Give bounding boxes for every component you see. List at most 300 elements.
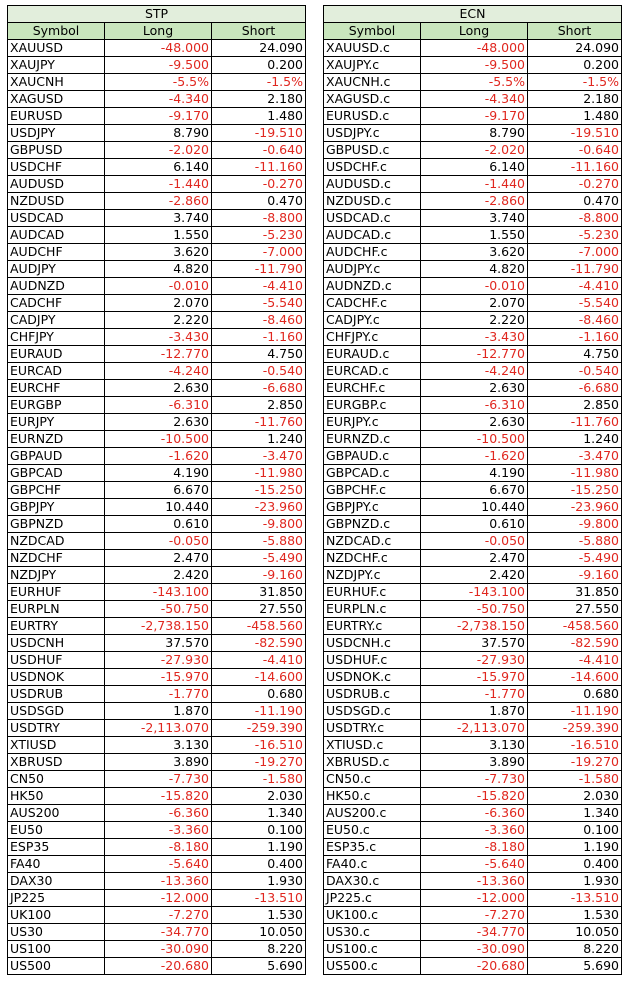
symbol-cell: CHFJPY	[8, 329, 105, 346]
short-swap-cell: 1.190	[212, 839, 306, 856]
symbol-cell: AUDCAD.c	[324, 227, 421, 244]
long-swap-cell: -9.500	[421, 57, 528, 74]
table-row	[8, 873, 306, 890]
long-swap-cell: -0.050	[105, 533, 212, 550]
symbol-cell: XAGUSD	[8, 91, 105, 108]
long-swap-cell: 2.070	[105, 295, 212, 312]
short-swap-cell: 5.690	[528, 958, 622, 975]
short-swap-cell: -9.160	[212, 567, 306, 584]
table-row	[324, 584, 622, 601]
long-swap-cell: 3.130	[421, 737, 528, 754]
table-row	[8, 754, 306, 771]
short-swap-cell: 1.480	[528, 108, 622, 125]
table-row	[8, 737, 306, 754]
table-row	[324, 176, 622, 193]
long-swap-cell: -9.170	[105, 108, 212, 125]
short-swap-cell: -458.560	[212, 618, 306, 635]
symbol-cell: UK100.c	[324, 907, 421, 924]
short-swap-cell: 1.930	[528, 873, 622, 890]
long-swap-cell: 4.190	[105, 465, 212, 482]
table-row	[8, 890, 306, 907]
long-swap-cell: -30.090	[421, 941, 528, 958]
table-row	[8, 482, 306, 499]
table-row	[8, 414, 306, 431]
long-swap-cell: -5.640	[421, 856, 528, 873]
table-row	[8, 227, 306, 244]
symbol-cell: US30	[8, 924, 105, 941]
long-swap-cell: -4.240	[105, 363, 212, 380]
long-swap-cell: 2.220	[421, 312, 528, 329]
table-row	[324, 958, 622, 975]
long-swap-cell: -7.270	[421, 907, 528, 924]
symbol-cell: ESP35	[8, 839, 105, 856]
table-row	[324, 686, 622, 703]
table-row	[8, 703, 306, 720]
short-swap-cell: 1.340	[528, 805, 622, 822]
long-swap-cell: 3.620	[421, 244, 528, 261]
table-row	[8, 295, 306, 312]
symbol-cell: AUDCAD	[8, 227, 105, 244]
long-swap-cell: 6.670	[105, 482, 212, 499]
long-swap-cell: 6.140	[421, 159, 528, 176]
short-swap-cell: 4.750	[212, 346, 306, 363]
table-row	[8, 618, 306, 635]
table-row	[8, 550, 306, 567]
symbol-cell: CADCHF	[8, 295, 105, 312]
long-swap-cell: 6.670	[421, 482, 528, 499]
symbol-cell: GBPUSD	[8, 142, 105, 159]
long-swap-cell: 4.190	[421, 465, 528, 482]
long-swap-cell: -9.500	[105, 57, 212, 74]
table-row	[324, 805, 622, 822]
short-swap-cell: -16.510	[528, 737, 622, 754]
table-row	[324, 516, 622, 533]
long-swap-cell: -9.170	[421, 108, 528, 125]
table-row	[8, 261, 306, 278]
table-row	[8, 176, 306, 193]
long-swap-cell: -2.020	[105, 142, 212, 159]
symbol-cell: EU50.c	[324, 822, 421, 839]
symbol-cell: CADJPY	[8, 312, 105, 329]
long-swap-cell: 2.420	[105, 567, 212, 584]
short-swap-cell: -3.470	[528, 448, 622, 465]
table-row	[8, 499, 306, 516]
symbol-cell: GBPCAD.c	[324, 465, 421, 482]
symbol-cell: USDSGD	[8, 703, 105, 720]
symbol-cell: AUS200	[8, 805, 105, 822]
symbol-cell: USDHUF	[8, 652, 105, 669]
table-row	[8, 822, 306, 839]
table-row	[324, 295, 622, 312]
short-swap-cell: 8.220	[528, 941, 622, 958]
symbol-cell: EU50	[8, 822, 105, 839]
short-swap-cell: -11.190	[212, 703, 306, 720]
long-swap-cell: -7.270	[105, 907, 212, 924]
symbol-cell: EURAUD	[8, 346, 105, 363]
table-row	[324, 278, 622, 295]
symbol-cell: US500	[8, 958, 105, 975]
table-row	[324, 465, 622, 482]
table-row	[324, 159, 622, 176]
long-swap-cell: 3.620	[105, 244, 212, 261]
long-swap-cell: 4.820	[105, 261, 212, 278]
table-row	[8, 805, 306, 822]
long-swap-cell: 3.130	[105, 737, 212, 754]
symbol-cell: EURGBP	[8, 397, 105, 414]
table-row	[8, 567, 306, 584]
short-swap-cell: 0.680	[528, 686, 622, 703]
symbol-cell: FA40.c	[324, 856, 421, 873]
long-swap-cell: -0.050	[421, 533, 528, 550]
table-row	[8, 193, 306, 210]
long-swap-cell: -1.770	[105, 686, 212, 703]
table-row	[324, 397, 622, 414]
short-swap-cell: -5.540	[528, 295, 622, 312]
table-row	[8, 669, 306, 686]
symbol-cell: AUDUSD	[8, 176, 105, 193]
long-swap-cell: -1.440	[105, 176, 212, 193]
table-row	[324, 414, 622, 431]
short-swap-cell: -5.880	[212, 533, 306, 550]
table-row	[8, 856, 306, 873]
symbol-cell: XTIUSD	[8, 737, 105, 754]
long-swap-cell: -143.100	[105, 584, 212, 601]
table-row	[8, 57, 306, 74]
symbol-cell: USDTRY.c	[324, 720, 421, 737]
table-row	[324, 210, 622, 227]
symbol-cell: GBPJPY.c	[324, 499, 421, 516]
symbol-cell: XBRUSD.c	[324, 754, 421, 771]
symbol-cell: GBPAUD	[8, 448, 105, 465]
ecn-swap-table	[323, 5, 622, 975]
ecn-table-title: ECN	[324, 6, 622, 23]
symbol-cell: HK50.c	[324, 788, 421, 805]
symbol-cell: USDCHF.c	[324, 159, 421, 176]
table-row	[324, 822, 622, 839]
short-swap-cell: -19.270	[212, 754, 306, 771]
symbol-cell: HK50	[8, 788, 105, 805]
table-row	[324, 873, 622, 890]
short-swap-cell: -8.800	[528, 210, 622, 227]
short-swap-cell: -13.510	[528, 890, 622, 907]
symbol-cell: XAUUSD.c	[324, 40, 421, 57]
symbol-cell: EURCAD.c	[324, 363, 421, 380]
short-swap-cell: 0.200	[212, 57, 306, 74]
long-swap-cell: -3.360	[421, 822, 528, 839]
table-row	[324, 193, 622, 210]
table-row	[8, 397, 306, 414]
symbol-cell: EURGBP.c	[324, 397, 421, 414]
symbol-cell: XAUUSD	[8, 40, 105, 57]
short-swap-cell: -5.490	[212, 550, 306, 567]
long-swap-cell: -7.730	[421, 771, 528, 788]
long-swap-cell: -5.5%	[421, 74, 528, 91]
symbol-cell: XAUCNH	[8, 74, 105, 91]
long-swap-cell: -1.620	[105, 448, 212, 465]
long-swap-cell: 8.790	[105, 125, 212, 142]
table-row	[8, 108, 306, 125]
long-swap-cell: -0.010	[421, 278, 528, 295]
table-row	[324, 74, 622, 91]
symbol-cell: JP225	[8, 890, 105, 907]
long-swap-cell: -143.100	[421, 584, 528, 601]
table-row	[8, 312, 306, 329]
table-row	[8, 363, 306, 380]
symbol-cell: EURUSD.c	[324, 108, 421, 125]
short-swap-cell: -11.760	[212, 414, 306, 431]
short-swap-cell: 31.850	[528, 584, 622, 601]
symbol-cell: EURNZD	[8, 431, 105, 448]
short-swap-cell: 2.180	[528, 91, 622, 108]
long-swap-cell: -2,113.070	[105, 720, 212, 737]
short-swap-cell: -6.680	[212, 380, 306, 397]
long-swap-cell: 8.790	[421, 125, 528, 142]
symbol-cell: FA40	[8, 856, 105, 873]
long-swap-cell: 1.550	[421, 227, 528, 244]
symbol-cell: US500.c	[324, 958, 421, 975]
symbol-cell: NZDCHF.c	[324, 550, 421, 567]
long-swap-cell: 2.070	[421, 295, 528, 312]
symbol-cell: EURCHF.c	[324, 380, 421, 397]
table-row	[324, 567, 622, 584]
stp-header-symbol: Symbol	[8, 23, 105, 40]
long-swap-cell: -15.970	[105, 669, 212, 686]
table-row	[324, 669, 622, 686]
table-row	[8, 431, 306, 448]
short-swap-cell: -259.390	[212, 720, 306, 737]
long-swap-cell: 2.420	[421, 567, 528, 584]
short-swap-cell: 24.090	[212, 40, 306, 57]
short-swap-cell: -458.560	[528, 618, 622, 635]
symbol-cell: EURJPY.c	[324, 414, 421, 431]
short-swap-cell: 1.240	[528, 431, 622, 448]
symbol-cell: USDTRY	[8, 720, 105, 737]
short-swap-cell: -82.590	[212, 635, 306, 652]
symbol-cell: EURPLN	[8, 601, 105, 618]
symbol-cell: EURJPY	[8, 414, 105, 431]
long-swap-cell: -12.000	[105, 890, 212, 907]
table-row	[324, 737, 622, 754]
symbol-cell: USDHUF.c	[324, 652, 421, 669]
long-swap-cell: -6.360	[105, 805, 212, 822]
short-swap-cell: -82.590	[528, 635, 622, 652]
table-row	[324, 754, 622, 771]
short-swap-cell: -5.230	[212, 227, 306, 244]
symbol-cell: EURPLN.c	[324, 601, 421, 618]
short-swap-cell: 0.200	[528, 57, 622, 74]
table-row	[8, 278, 306, 295]
long-swap-cell: 4.820	[421, 261, 528, 278]
symbol-cell: AUDJPY	[8, 261, 105, 278]
symbol-cell: USDNOK.c	[324, 669, 421, 686]
long-swap-cell: -5.5%	[105, 74, 212, 91]
long-swap-cell: -50.750	[421, 601, 528, 618]
short-swap-cell: -11.190	[528, 703, 622, 720]
symbol-cell: USDRUB	[8, 686, 105, 703]
symbol-cell: ESP35.c	[324, 839, 421, 856]
symbol-cell: AUS200.c	[324, 805, 421, 822]
short-swap-cell: 2.030	[528, 788, 622, 805]
table-row	[324, 346, 622, 363]
short-swap-cell: -15.250	[212, 482, 306, 499]
long-swap-cell: -20.680	[105, 958, 212, 975]
long-swap-cell: -34.770	[421, 924, 528, 941]
short-swap-cell: -11.760	[528, 414, 622, 431]
table-row	[8, 465, 306, 482]
short-swap-cell: 10.050	[528, 924, 622, 941]
short-swap-cell: -9.800	[212, 516, 306, 533]
symbol-cell: EURTRY	[8, 618, 105, 635]
symbol-cell: UK100	[8, 907, 105, 924]
table-row	[324, 652, 622, 669]
short-swap-cell: -13.510	[212, 890, 306, 907]
table-row	[8, 159, 306, 176]
long-swap-cell: 3.740	[105, 210, 212, 227]
table-row	[8, 839, 306, 856]
long-swap-cell: -2,113.070	[421, 720, 528, 737]
short-swap-cell: -1.5%	[528, 74, 622, 91]
long-swap-cell: 10.440	[105, 499, 212, 516]
short-swap-cell: -7.000	[528, 244, 622, 261]
short-swap-cell: -9.160	[528, 567, 622, 584]
symbol-cell: EURCHF	[8, 380, 105, 397]
table-row	[8, 771, 306, 788]
table-row	[324, 924, 622, 941]
symbol-cell: USDCNH	[8, 635, 105, 652]
symbol-cell: USDRUB.c	[324, 686, 421, 703]
long-swap-cell: -12.000	[421, 890, 528, 907]
symbol-cell: USDJPY.c	[324, 125, 421, 142]
symbol-cell: CN50	[8, 771, 105, 788]
long-swap-cell: -8.180	[105, 839, 212, 856]
long-swap-cell: -27.930	[421, 652, 528, 669]
long-swap-cell: -2.020	[421, 142, 528, 159]
short-swap-cell: -14.600	[528, 669, 622, 686]
short-swap-cell: -0.270	[212, 176, 306, 193]
long-swap-cell: -48.000	[421, 40, 528, 57]
short-swap-cell: 0.680	[212, 686, 306, 703]
symbol-cell: NZDCAD	[8, 533, 105, 550]
symbol-cell: USDNOK	[8, 669, 105, 686]
short-swap-cell: -11.980	[528, 465, 622, 482]
short-swap-cell: -5.540	[212, 295, 306, 312]
symbol-cell: US100.c	[324, 941, 421, 958]
symbol-cell: GBPCHF	[8, 482, 105, 499]
long-swap-cell: -3.430	[105, 329, 212, 346]
long-swap-cell: 3.890	[421, 754, 528, 771]
long-swap-cell: 2.630	[105, 380, 212, 397]
table-row	[324, 431, 622, 448]
long-swap-cell: -13.360	[421, 873, 528, 890]
long-swap-cell: -30.090	[105, 941, 212, 958]
long-swap-cell: -1.620	[421, 448, 528, 465]
short-swap-cell: 1.480	[212, 108, 306, 125]
table-row	[8, 74, 306, 91]
symbol-cell: EURHUF	[8, 584, 105, 601]
long-swap-cell: 2.630	[421, 414, 528, 431]
symbol-cell: XAGUSD.c	[324, 91, 421, 108]
table-row	[8, 907, 306, 924]
short-swap-cell: -8.460	[528, 312, 622, 329]
short-swap-cell: 1.530	[528, 907, 622, 924]
long-swap-cell: -2.860	[421, 193, 528, 210]
table-row	[8, 244, 306, 261]
short-swap-cell: -1.160	[528, 329, 622, 346]
table-row	[324, 312, 622, 329]
short-swap-cell: -5.490	[528, 550, 622, 567]
symbol-cell: NZDUSD.c	[324, 193, 421, 210]
long-swap-cell: -27.930	[105, 652, 212, 669]
long-swap-cell: 2.630	[105, 414, 212, 431]
symbol-cell: EURHUF.c	[324, 584, 421, 601]
symbol-cell: AUDNZD.c	[324, 278, 421, 295]
short-swap-cell: -1.5%	[212, 74, 306, 91]
long-swap-cell: -12.770	[421, 346, 528, 363]
table-row	[324, 142, 622, 159]
ecn-header-long: Long	[421, 23, 528, 40]
table-row	[324, 550, 622, 567]
short-swap-cell: -6.680	[528, 380, 622, 397]
symbol-cell: NZDJPY.c	[324, 567, 421, 584]
long-swap-cell: 10.440	[421, 499, 528, 516]
long-swap-cell: -20.680	[421, 958, 528, 975]
table-row	[324, 40, 622, 57]
long-swap-cell: 1.550	[105, 227, 212, 244]
table-row	[324, 108, 622, 125]
long-swap-cell: -6.310	[105, 397, 212, 414]
long-swap-cell: 2.470	[421, 550, 528, 567]
short-swap-cell: -1.160	[212, 329, 306, 346]
table-row	[8, 329, 306, 346]
long-swap-cell: 2.470	[105, 550, 212, 567]
symbol-cell: US100	[8, 941, 105, 958]
long-swap-cell: -2,738.150	[105, 618, 212, 635]
symbol-cell: AUDJPY.c	[324, 261, 421, 278]
symbol-cell: GBPJPY	[8, 499, 105, 516]
long-swap-cell: -15.970	[421, 669, 528, 686]
symbol-cell: NZDJPY	[8, 567, 105, 584]
symbol-cell: EURNZD.c	[324, 431, 421, 448]
symbol-cell: CHFJPY.c	[324, 329, 421, 346]
long-swap-cell: 0.610	[105, 516, 212, 533]
symbol-cell: AUDCHF	[8, 244, 105, 261]
short-swap-cell: -14.600	[212, 669, 306, 686]
long-swap-cell: 1.870	[421, 703, 528, 720]
long-swap-cell: -8.180	[421, 839, 528, 856]
table-row	[324, 941, 622, 958]
long-swap-cell: -50.750	[105, 601, 212, 618]
table-row	[324, 856, 622, 873]
long-swap-cell: -15.820	[105, 788, 212, 805]
stp-table-title: STP	[8, 6, 306, 23]
ecn-header-symbol: Symbol	[324, 23, 421, 40]
short-swap-cell: -8.800	[212, 210, 306, 227]
short-swap-cell: 10.050	[212, 924, 306, 941]
table-row	[8, 125, 306, 142]
short-swap-cell: 1.240	[212, 431, 306, 448]
long-swap-cell: -0.010	[105, 278, 212, 295]
short-swap-cell: 2.850	[528, 397, 622, 414]
symbol-cell: GBPCAD	[8, 465, 105, 482]
symbol-cell: EURTRY.c	[324, 618, 421, 635]
short-swap-cell: 0.100	[212, 822, 306, 839]
symbol-cell: XAUCNH.c	[324, 74, 421, 91]
table-row	[8, 448, 306, 465]
ecn-header-short: Short	[528, 23, 622, 40]
table-row	[324, 57, 622, 74]
symbol-cell: XAUJPY	[8, 57, 105, 74]
long-swap-cell: -2,738.150	[421, 618, 528, 635]
